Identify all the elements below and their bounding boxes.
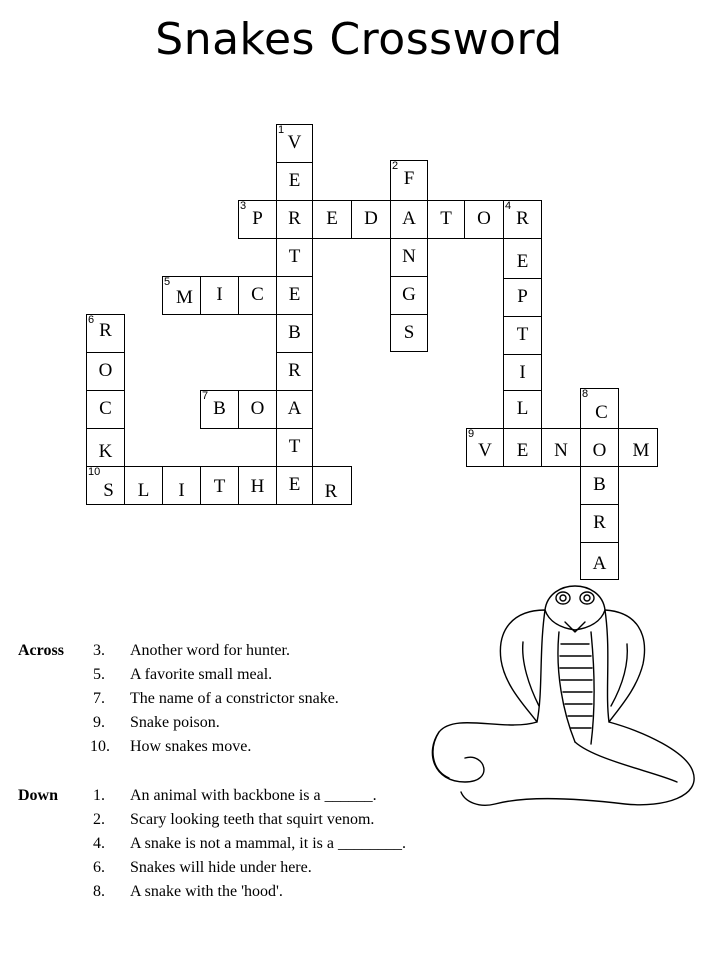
grid-cell[interactable] [238, 200, 277, 239]
cell-letter: R [99, 320, 112, 341]
cell-letter: P [517, 286, 528, 307]
grid-cell[interactable] [276, 428, 313, 467]
cell-letter: R [288, 360, 301, 381]
grid-cell[interactable] [276, 466, 313, 505]
grid-cell[interactable] [390, 200, 428, 239]
cobra-eye [580, 592, 594, 604]
clue-row [18, 738, 478, 762]
grid-cell[interactable] [276, 238, 313, 277]
grid-cell[interactable] [580, 542, 619, 580]
grid-cell[interactable] [618, 428, 658, 467]
cell-letter: E [516, 440, 529, 461]
cell-letter: R [593, 512, 606, 533]
cell-letter: S [403, 322, 415, 343]
cell-letter: T [516, 324, 529, 345]
grid-cell[interactable] [427, 200, 465, 239]
cobra-illustration [425, 582, 715, 812]
clue-number: 6 [88, 314, 95, 326]
grid-cell[interactable] [124, 466, 163, 505]
grid-cell[interactable] [276, 390, 313, 429]
cell-letter: E [516, 251, 529, 272]
cell-letter: G [402, 284, 416, 305]
grid-cell[interactable] [503, 238, 542, 279]
cell-letter: T [213, 476, 226, 497]
grid-cell[interactable] [541, 428, 581, 467]
cell-letter: N [402, 246, 416, 267]
grid-cell[interactable] [390, 276, 428, 315]
cell-letter: L [137, 480, 150, 501]
grid-cell[interactable] [162, 466, 201, 505]
clue-num: 1. [93, 787, 105, 804]
grid-cell[interactable] [86, 314, 125, 353]
cell-letter: R [288, 208, 301, 229]
cell-letter: A [402, 208, 416, 229]
clue-number: 5 [164, 276, 171, 288]
clue-text: A snake with the 'hood'. [130, 883, 283, 900]
clue-num: 3. [93, 642, 105, 659]
cell-letter: A [287, 398, 302, 419]
cell-letter: E [288, 284, 301, 305]
clue-num: 4. [93, 835, 105, 852]
clue-num: 8. [93, 883, 105, 900]
cell-letter: O [477, 208, 491, 229]
grid-cell[interactable] [162, 276, 201, 315]
clue-num: 10. [90, 738, 110, 755]
grid-cell[interactable] [312, 200, 352, 239]
grid-cell[interactable] [580, 504, 619, 543]
grid-cell[interactable] [312, 466, 352, 505]
clue-text: A favorite small meal. [130, 666, 273, 683]
grid-cell[interactable] [238, 390, 277, 429]
clue-row [18, 811, 478, 835]
cobra-belly [558, 632, 575, 742]
cell-letter: H [250, 476, 265, 497]
cell-letter: O [98, 360, 113, 381]
cell-letter: M [176, 287, 193, 308]
grid-cell[interactable] [466, 428, 504, 467]
grid-cell[interactable] [276, 352, 313, 391]
cobra-belly [591, 632, 594, 744]
grid-cell[interactable] [580, 466, 619, 505]
down-heading: Down [18, 787, 59, 804]
cell-letter: O [250, 398, 265, 419]
grid-cell[interactable] [390, 238, 428, 277]
clue-row [18, 883, 478, 907]
cell-letter: R [324, 481, 338, 502]
grid-cell[interactable] [390, 314, 428, 352]
page-title: Snakes Crossword [155, 14, 563, 65]
clue-number: 7 [202, 390, 209, 402]
clue-row [18, 835, 478, 859]
clue-row [18, 787, 478, 811]
cell-letter: C [595, 402, 608, 423]
clue-number: 3 [240, 200, 247, 212]
clue-number: 10 [88, 466, 101, 478]
cell-letter: I [519, 362, 526, 383]
grid-cell[interactable] [276, 162, 313, 201]
cell-letter: B [288, 322, 301, 343]
cell-letter: R [516, 208, 529, 229]
grid-cell[interactable] [238, 276, 277, 315]
cell-letter: B [593, 474, 606, 495]
clue-row [18, 690, 478, 714]
cell-letter: L [516, 398, 529, 419]
cell-letter: A [592, 553, 607, 574]
grid-cell[interactable] [580, 428, 619, 467]
cell-letter: E [288, 474, 301, 495]
cell-letter: T [288, 246, 301, 267]
cell-letter: M [632, 440, 650, 461]
cell-letter: N [554, 440, 568, 461]
clue-num: 5. [93, 666, 105, 683]
clue-num: 6. [93, 859, 105, 876]
clue-text: Snake poison. [130, 714, 220, 731]
grid-cell[interactable] [86, 466, 125, 505]
grid-cell[interactable] [503, 316, 542, 355]
cell-letter: T [288, 436, 301, 457]
cell-letter: P [252, 208, 263, 229]
clue-row [18, 642, 478, 666]
grid-cell[interactable] [351, 200, 391, 239]
grid-cell[interactable] [86, 390, 125, 429]
clue-number: 1 [278, 124, 285, 136]
cell-letter: V [478, 440, 492, 461]
cell-letter: I [178, 480, 185, 501]
cell-letter: B [213, 398, 226, 419]
grid-cell[interactable] [276, 124, 313, 163]
grid-cell[interactable] [276, 314, 313, 353]
grid-cell[interactable] [276, 200, 313, 239]
cell-letter: D [364, 208, 378, 229]
cell-letter: O [592, 440, 607, 461]
clue-text: Snakes will hide under here. [130, 859, 312, 876]
cell-letter: S [103, 480, 114, 501]
cell-letter: V [287, 132, 302, 153]
clue-num: 2. [93, 811, 105, 828]
grid-cell[interactable] [503, 354, 542, 391]
grid-cell[interactable] [238, 466, 277, 505]
clue-number: 8 [582, 388, 589, 400]
clue-number: 9 [468, 428, 475, 440]
grid-cell[interactable] [464, 200, 504, 239]
grid-cell[interactable] [390, 160, 428, 201]
clue-row [18, 714, 478, 738]
clue-text: An animal with backbone is a ______. [130, 787, 377, 804]
grid-cell[interactable] [86, 428, 125, 467]
clue-text: How snakes move. [130, 738, 252, 755]
across-heading: Across [18, 642, 64, 659]
cobra-eye [556, 592, 570, 604]
grid-cell[interactable] [503, 428, 542, 467]
clue-text: Another word for hunter. [130, 642, 290, 659]
grid-cell[interactable] [503, 200, 542, 239]
cobra-body [432, 722, 537, 782]
cobra-head [545, 586, 605, 630]
clue-row [18, 666, 478, 690]
clue-text: The name of a constrictor snake. [130, 690, 339, 707]
grid-cell[interactable] [200, 390, 239, 429]
grid-cell[interactable] [580, 388, 619, 429]
grid-cell[interactable] [200, 466, 239, 505]
cell-letter: F [403, 168, 415, 189]
down-clues [18, 787, 488, 907]
cobra-body [461, 722, 694, 805]
clue-row [18, 859, 478, 883]
grid-cell[interactable] [276, 276, 313, 315]
grid-cell[interactable] [503, 278, 542, 317]
cell-letter: C [99, 398, 112, 419]
cell-letter: K [98, 441, 113, 462]
clue-text: Scary looking teeth that squirt venom. [130, 811, 375, 828]
clue-text: A snake is not a mammal, it is a ________. [130, 835, 406, 852]
cell-letter: E [288, 170, 301, 191]
across-clues [18, 642, 488, 762]
grid-cell[interactable] [503, 390, 542, 429]
grid-cell[interactable] [200, 276, 239, 315]
clue-num: 7. [93, 690, 105, 707]
cell-letter: I [216, 284, 223, 305]
cell-letter: C [251, 284, 264, 305]
clue-number: 2 [392, 160, 399, 172]
cell-letter: E [326, 208, 338, 229]
grid-cell[interactable] [86, 352, 125, 391]
clue-number: 4 [505, 200, 512, 212]
cell-letter: T [440, 208, 452, 229]
clue-num: 9. [93, 714, 105, 731]
